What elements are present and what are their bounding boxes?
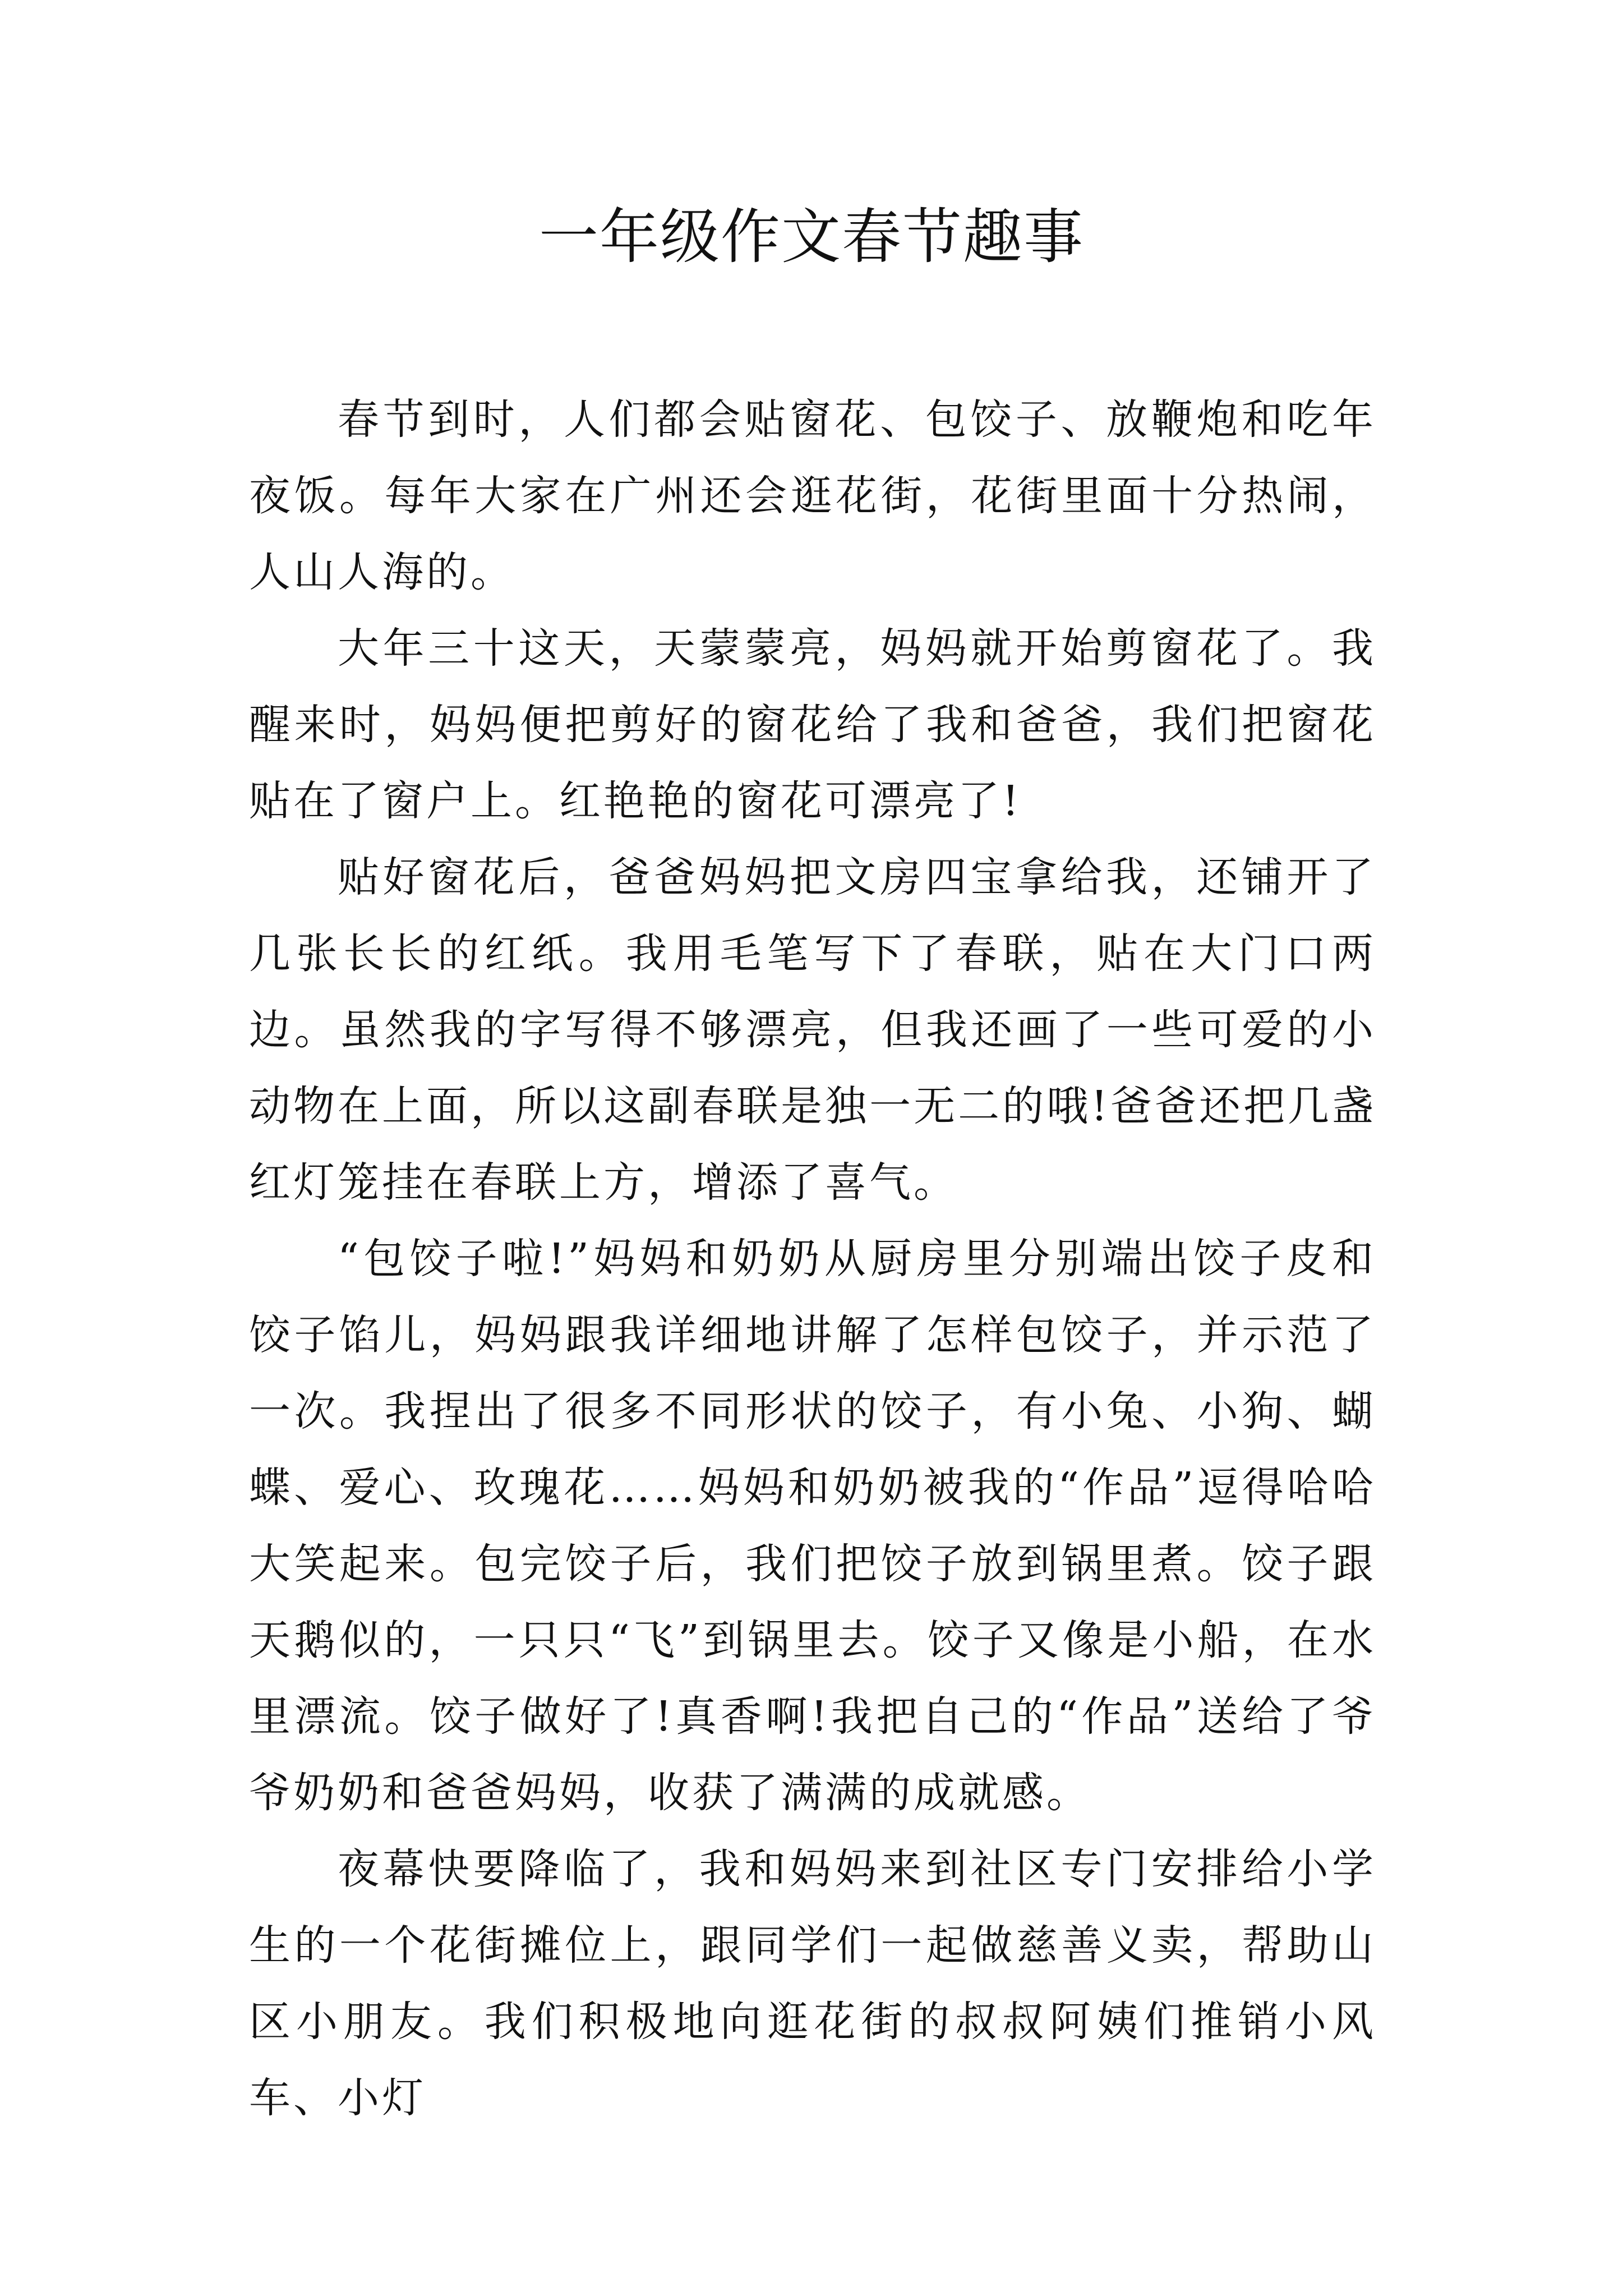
document-body xyxy=(249,381,1376,2136)
paragraph-2: 大年三十这天，天蒙蒙亮，妈妈就开始剪窗花了。我醒来时，妈妈便把剪好的窗花给了我和爸爸，我们把窗花贴在了窗户上。红艳艳的窗花可漂亮了! xyxy=(249,624,1376,825)
document-title: 一年级作文春节趣事 xyxy=(539,203,1084,272)
paragraph-5: 夜幕快要降临了，我和妈妈来到社区专门安排给小学生的一个花街摊位上，跟同学们一起做慈善义卖，帮助山区小朋友。我们积极地向逛花街的叔叔阿姨们推销小风车、小灯 xyxy=(249,1845,1376,2122)
paragraph-3: 贴好窗花后，爸爸妈妈把文房四宝拿给我，还铺开了几张长长的红纸。我用毛笔写下了春联，贴在大门口两边。虽然我的字写得不够漂亮，但我还画了一些可爱的小动物在上面，所以这副春联是独一无二的哦!爸爸还把几盏红灯笼挂在春联上方，增添了喜气。 xyxy=(249,853,1376,1207)
paragraph-1: 春节到时，人们都会贴窗花、包饺子、放鞭炮和吃年夜饭。每年大家在广州还会逛花街，花街里面十分热闹，人山人海的。 xyxy=(249,395,1376,596)
paragraph-4: “包饺子啦!”妈妈和奶奶从厨房里分别端出饺子皮和饺子馅儿，妈妈跟我详细地讲解了怎样包饺子，并示范了一次。我捏出了很多不同形状的饺子，有小兔、小狗、蝴蝶、爱心、玫瑰花……妈妈和奶奶被我的“作品”逗得哈哈大笑起来。包完饺子后，我们把饺子放到锅里煮。饺子跟天鹅似的，一只只“飞”到锅里去。饺子又像是小船，在水里漂流。饺子做好了!真香啊!我把自己的“作品”送给了爷爷奶奶和爸爸妈妈，收获了满满的成就感。 xyxy=(249,1235,1376,1817)
